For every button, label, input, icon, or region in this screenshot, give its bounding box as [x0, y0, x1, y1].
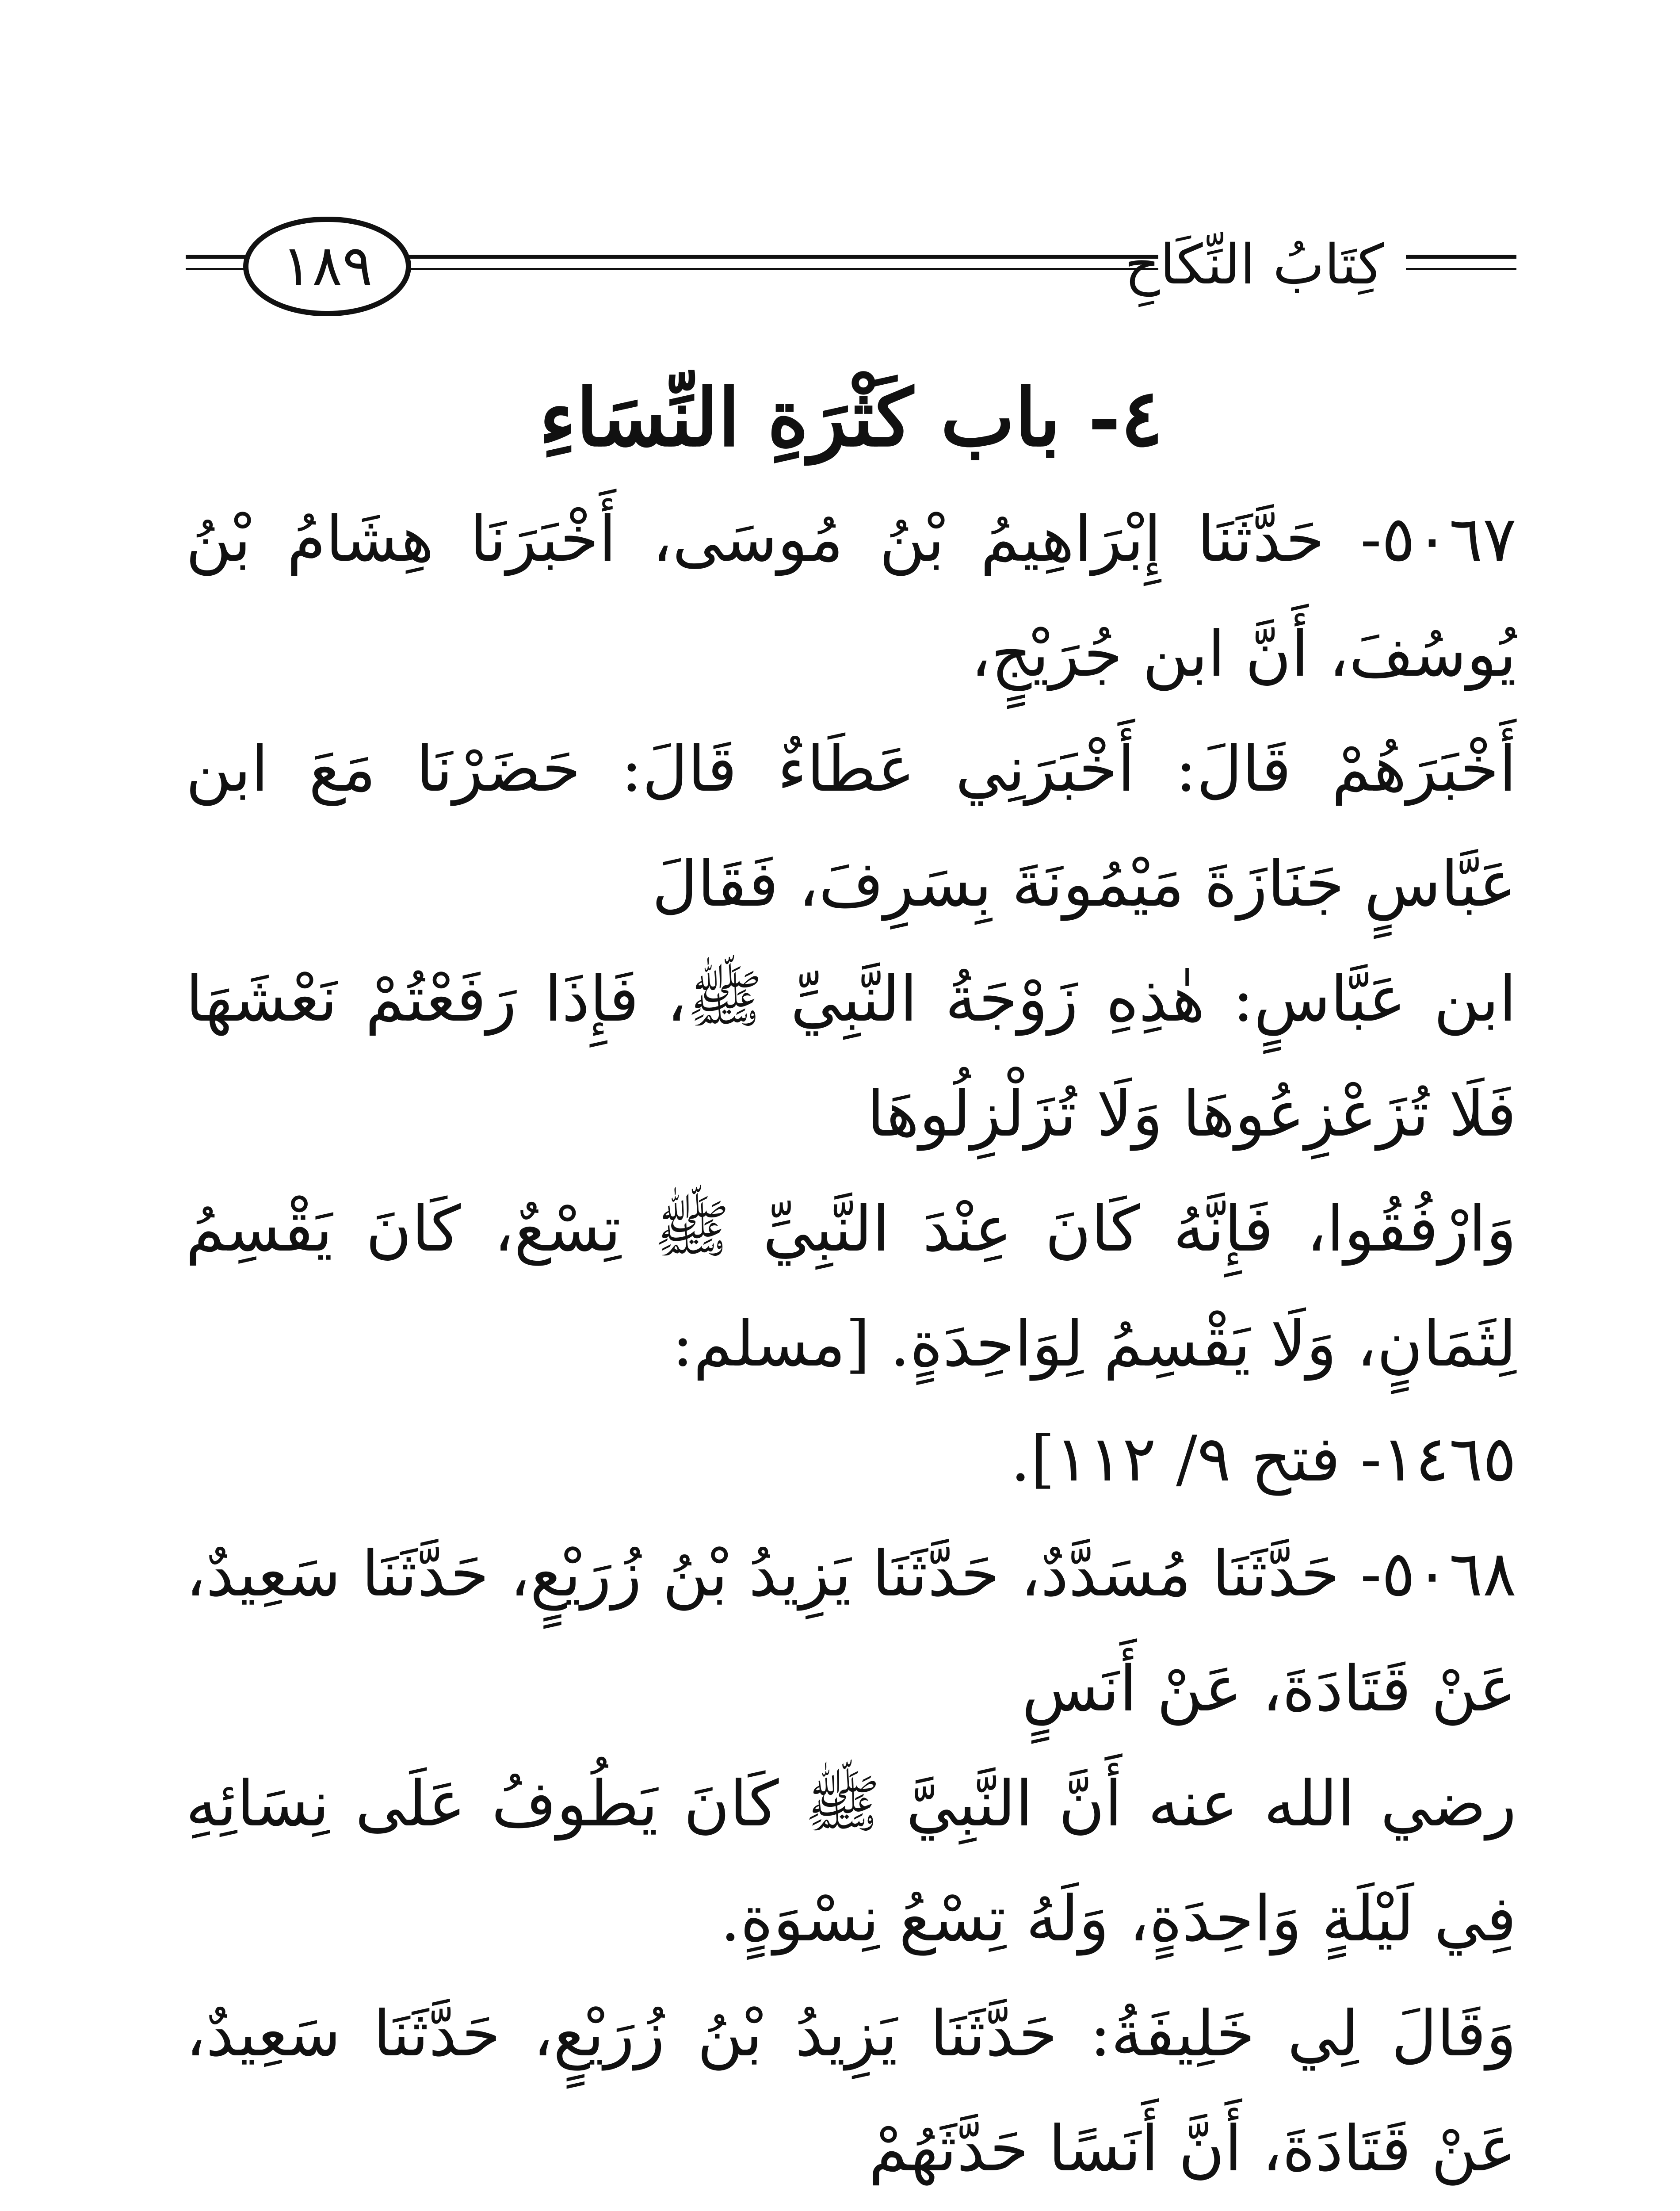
header-rule	[407, 255, 1158, 259]
hadith-line: ابن عَبَّاسٍ: هٰذِهِ زَوْجَةُ النَّبِيِّ ﷺ، فَإِذَا رَفَعْتُمْ نَعْشَهَا فَلَا تُزَعْزِعُوهَا وَلَا تُزَلْزِلُوهَا	[186, 963, 1516, 1151]
header-rule	[407, 268, 1158, 270]
hadith-line: وَارْفُقُوا، فَإِنَّهُ كَانَ عِنْدَ النَّبِيِّ ﷺ تِسْعٌ، كَانَ يَقْسِمُ لِثَمَانٍ، وَلَا يَقْسِمُ لِوَاحِدَةٍ. [مسلم:	[186, 1193, 1516, 1381]
hadith-line	[186, 2207, 1516, 2211]
hadith-line: ٥٠٦٧- حَدَّثَنَا إِبْرَاهِيمُ بْنُ مُوسَى، أَخْبَرَنَا هِشَامُ بْنُ يُوسُفَ، أَنَّ ابن جُرَيْجٍ،	[186, 503, 1516, 691]
chapter-heading: ٤- باب كَثْرَةِ النِّسَاءِ	[539, 371, 1163, 464]
running-header	[186, 212, 1516, 332]
page-number: ١٨٩	[243, 217, 411, 316]
header-rule	[186, 268, 248, 270]
header-rule	[1406, 268, 1516, 270]
hadith-line: رضي الله عنه أَنَّ النَّبِيَّ ﷺ كَانَ يَطُوفُ عَلَى نِسَائِهِ فِي لَيْلَةٍ وَاحِدَةٍ، وَلَهُ تِسْعُ نِسْوَةٍ.	[186, 1767, 1516, 1955]
hadith-line: ١٤٦٥- فتح ٩/ ١١٢].	[1010, 1423, 1516, 1496]
body-text	[186, 482, 1516, 2211]
hadith-line: وَقَالَ لِي خَلِيفَةُ: حَدَّثَنَا يَزِيدُ بْنُ زُرَيْعٍ، حَدَّثَنَا سَعِيدٌ، عَنْ قَتَادَةَ، أَنَّ أَنَسًا حَدَّثَهُمْ	[186, 1997, 1516, 2185]
hadith-line: أَخْبَرَهُمْ قَالَ: أَخْبَرَنِي عَطَاءٌ قَالَ: حَضَرْنَا مَعَ ابن عَبَّاسٍ جَنَازَةَ مَيْمُونَةَ بِسَرِفَ، فَقَالَ	[186, 733, 1516, 921]
header-rule	[186, 255, 248, 259]
header-rule	[1406, 255, 1516, 259]
hadith-line: ٥٠٦٨- حَدَّثَنَا مُسَدَّدٌ، حَدَّثَنَا يَزِيدُ بْنُ زُرَيْعٍ، حَدَّثَنَا سَعِيدٌ، عَنْ قَتَادَةَ، عَنْ أَنَسٍ	[186, 1538, 1516, 1725]
book-title: كِتَابُ النِّكَاحِ	[1124, 233, 1384, 297]
